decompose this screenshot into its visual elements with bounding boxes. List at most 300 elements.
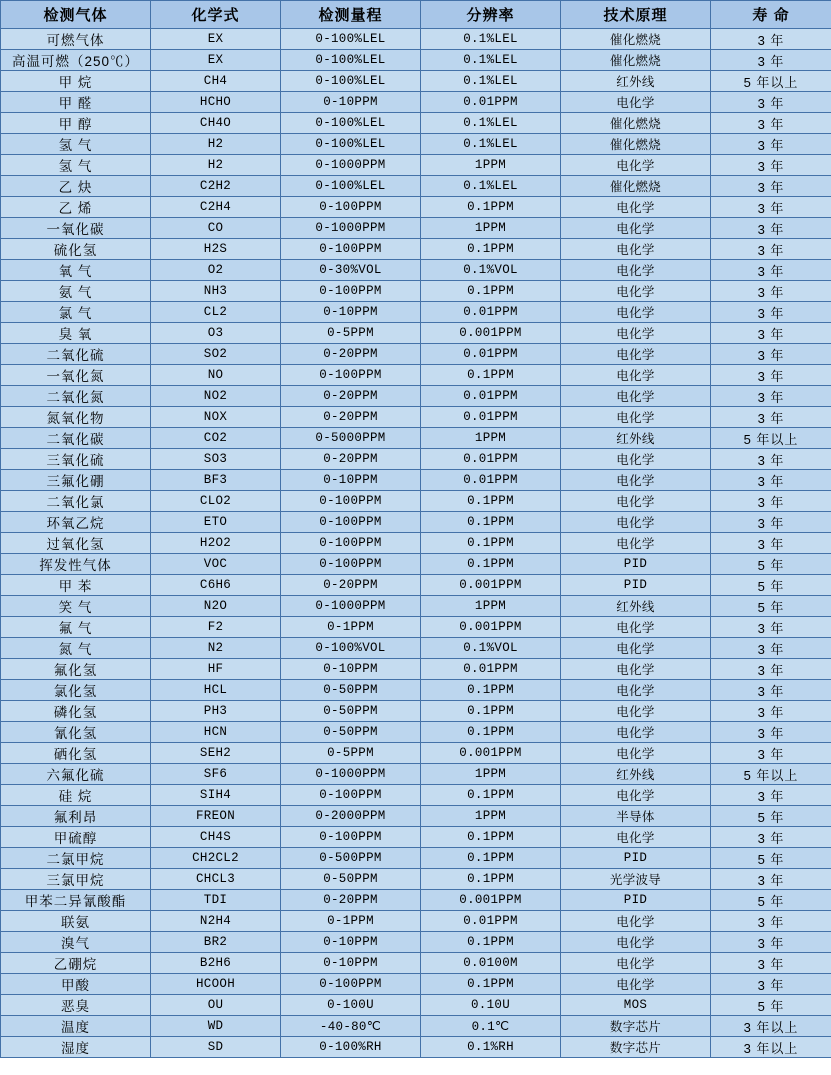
cell-lifespan: 3 年 [711, 827, 831, 848]
cell-lifespan: 3 年 [711, 302, 831, 323]
cell-gas-name: 氢 气 [1, 134, 151, 155]
cell-resolution: 0.1%VOL [421, 638, 561, 659]
column-header-resolution: 分辨率 [421, 1, 561, 29]
table-row [1, 449, 831, 470]
cell-gas-name: 恶臭 [1, 995, 151, 1016]
cell-chemical-formula: CH4 [151, 71, 281, 92]
cell-technical-principle: 电化学 [561, 974, 711, 995]
cell-gas-name: 三氯甲烷 [1, 869, 151, 890]
cell-chemical-formula: NO2 [151, 386, 281, 407]
cell-lifespan: 3 年 [711, 512, 831, 533]
cell-gas-name: 湿度 [1, 1037, 151, 1058]
cell-lifespan: 5 年以上 [711, 764, 831, 785]
cell-chemical-formula: C2H4 [151, 197, 281, 218]
cell-detection-range: 0-100%LEL [281, 176, 421, 197]
cell-detection-range: 0-10PPM [281, 470, 421, 491]
cell-technical-principle: 催化燃烧 [561, 113, 711, 134]
cell-lifespan: 3 年 [711, 113, 831, 134]
cell-lifespan: 3 年 [711, 953, 831, 974]
cell-resolution: 0.10U [421, 995, 561, 1016]
table-row [1, 197, 831, 218]
cell-detection-range: 0-20PPM [281, 890, 421, 911]
cell-lifespan: 5 年 [711, 806, 831, 827]
cell-detection-range: 0-500PPM [281, 848, 421, 869]
cell-detection-range: 0-100PPM [281, 239, 421, 260]
cell-detection-range: 0-1000PPM [281, 764, 421, 785]
cell-chemical-formula: SEH2 [151, 743, 281, 764]
cell-detection-range: 0-100%VOL [281, 638, 421, 659]
cell-detection-range: 0-100%LEL [281, 113, 421, 134]
table-row [1, 491, 831, 512]
cell-resolution: 0.01PPM [421, 449, 561, 470]
cell-chemical-formula: CHCL3 [151, 869, 281, 890]
table-row [1, 113, 831, 134]
cell-gas-name: 温度 [1, 1016, 151, 1037]
cell-lifespan: 3 年 [711, 911, 831, 932]
cell-chemical-formula: EX [151, 29, 281, 50]
cell-detection-range: 0-100PPM [281, 974, 421, 995]
cell-detection-range: 0-100%RH [281, 1037, 421, 1058]
cell-technical-principle: 电化学 [561, 155, 711, 176]
cell-lifespan: 3 年 [711, 407, 831, 428]
cell-resolution: 1PPM [421, 155, 561, 176]
cell-lifespan: 3 年 [711, 50, 831, 71]
cell-detection-range: 0-10PPM [281, 932, 421, 953]
cell-technical-principle: 电化学 [561, 617, 711, 638]
cell-technical-principle: 数字芯片 [561, 1016, 711, 1037]
table-row [1, 470, 831, 491]
column-header-principle: 技术原理 [561, 1, 711, 29]
table-row [1, 239, 831, 260]
cell-chemical-formula: N2 [151, 638, 281, 659]
cell-chemical-formula: TDI [151, 890, 281, 911]
cell-detection-range: 0-100PPM [281, 491, 421, 512]
cell-resolution: 0.1PPM [421, 722, 561, 743]
cell-lifespan: 3 年 [711, 197, 831, 218]
cell-resolution: 0.1PPM [421, 239, 561, 260]
cell-technical-principle: 电化学 [561, 512, 711, 533]
cell-lifespan: 5 年以上 [711, 71, 831, 92]
table-row [1, 575, 831, 596]
cell-technical-principle: 电化学 [561, 365, 711, 386]
cell-detection-range: 0-100%LEL [281, 29, 421, 50]
cell-resolution: 0.1PPM [421, 533, 561, 554]
cell-chemical-formula: CO2 [151, 428, 281, 449]
cell-detection-range: 0-10PPM [281, 953, 421, 974]
cell-gas-name: 甲苯二异氰酸酯 [1, 890, 151, 911]
cell-lifespan: 3 年 [711, 239, 831, 260]
cell-resolution: 0.1PPM [421, 785, 561, 806]
cell-chemical-formula: HF [151, 659, 281, 680]
cell-detection-range: 0-10PPM [281, 302, 421, 323]
cell-detection-range: 0-100PPM [281, 827, 421, 848]
cell-chemical-formula: H2O2 [151, 533, 281, 554]
cell-gas-name: 三氧化硫 [1, 449, 151, 470]
cell-resolution: 0.01PPM [421, 659, 561, 680]
cell-lifespan: 3 年 [711, 176, 831, 197]
table-row [1, 953, 831, 974]
cell-detection-range: 0-50PPM [281, 869, 421, 890]
column-header-gas: 检测气体 [1, 1, 151, 29]
column-header-lifespan: 寿 命 [711, 1, 831, 29]
cell-resolution: 0.1PPM [421, 848, 561, 869]
cell-detection-range: 0-1000PPM [281, 218, 421, 239]
cell-resolution: 0.1%LEL [421, 134, 561, 155]
cell-gas-name: 高温可燃（250℃） [1, 50, 151, 71]
cell-technical-principle: 半导体 [561, 806, 711, 827]
cell-technical-principle: PID [561, 848, 711, 869]
table-row [1, 617, 831, 638]
cell-gas-name: 六氟化硫 [1, 764, 151, 785]
cell-lifespan: 3 年 [711, 218, 831, 239]
cell-resolution: 0.1%LEL [421, 176, 561, 197]
cell-technical-principle: 电化学 [561, 659, 711, 680]
cell-gas-name: 挥发性气体 [1, 554, 151, 575]
cell-lifespan: 3 年 [711, 92, 831, 113]
table-row [1, 260, 831, 281]
cell-gas-name: 甲硫醇 [1, 827, 151, 848]
cell-chemical-formula: O2 [151, 260, 281, 281]
cell-detection-range: 0-20PPM [281, 575, 421, 596]
cell-technical-principle: 电化学 [561, 386, 711, 407]
table-row [1, 638, 831, 659]
cell-technical-principle: 电化学 [561, 680, 711, 701]
cell-technical-principle: 催化燃烧 [561, 50, 711, 71]
cell-lifespan: 3 年 [711, 281, 831, 302]
cell-technical-principle: 电化学 [561, 239, 711, 260]
cell-chemical-formula: N2O [151, 596, 281, 617]
table-row [1, 785, 831, 806]
cell-lifespan: 5 年以上 [711, 428, 831, 449]
cell-gas-name: 甲酸 [1, 974, 151, 995]
cell-detection-range: -40-80℃ [281, 1016, 421, 1037]
cell-gas-name: 乙 炔 [1, 176, 151, 197]
cell-gas-name: 氢 气 [1, 155, 151, 176]
cell-lifespan: 3 年 [711, 533, 831, 554]
table-row [1, 659, 831, 680]
cell-chemical-formula: H2 [151, 134, 281, 155]
cell-gas-name: 氟 气 [1, 617, 151, 638]
cell-lifespan: 3 年 [711, 680, 831, 701]
cell-chemical-formula: CL2 [151, 302, 281, 323]
cell-chemical-formula: CO [151, 218, 281, 239]
cell-detection-range: 0-1000PPM [281, 596, 421, 617]
cell-resolution: 0.1PPM [421, 974, 561, 995]
cell-chemical-formula: N2H4 [151, 911, 281, 932]
table-row [1, 596, 831, 617]
cell-resolution: 0.1PPM [421, 512, 561, 533]
cell-technical-principle: 电化学 [561, 932, 711, 953]
cell-gas-name: 三氟化硼 [1, 470, 151, 491]
table-row [1, 827, 831, 848]
cell-gas-name: 溴气 [1, 932, 151, 953]
cell-gas-name: 甲 醛 [1, 92, 151, 113]
cell-gas-name: 硫化氢 [1, 239, 151, 260]
cell-technical-principle: 电化学 [561, 701, 711, 722]
cell-gas-name: 氧 气 [1, 260, 151, 281]
cell-detection-range: 0-20PPM [281, 386, 421, 407]
cell-detection-range: 0-100PPM [281, 533, 421, 554]
cell-detection-range: 0-100U [281, 995, 421, 1016]
cell-gas-name: 硅 烷 [1, 785, 151, 806]
table-row [1, 365, 831, 386]
table-row [1, 344, 831, 365]
table-row [1, 218, 831, 239]
cell-chemical-formula: FREON [151, 806, 281, 827]
cell-technical-principle: 催化燃烧 [561, 176, 711, 197]
cell-gas-name: 氰化氢 [1, 722, 151, 743]
cell-lifespan: 3 年 [711, 470, 831, 491]
cell-technical-principle: 电化学 [561, 407, 711, 428]
cell-technical-principle: 红外线 [561, 428, 711, 449]
cell-chemical-formula: VOC [151, 554, 281, 575]
cell-technical-principle: 电化学 [561, 197, 711, 218]
cell-resolution: 0.1%LEL [421, 113, 561, 134]
header-row [1, 1, 831, 29]
cell-technical-principle: PID [561, 890, 711, 911]
table-row [1, 1016, 831, 1037]
cell-chemical-formula: C6H6 [151, 575, 281, 596]
table-row [1, 701, 831, 722]
cell-chemical-formula: O3 [151, 323, 281, 344]
table-row [1, 50, 831, 71]
cell-detection-range: 0-100%LEL [281, 71, 421, 92]
cell-detection-range: 0-20PPM [281, 407, 421, 428]
table-row [1, 71, 831, 92]
cell-detection-range: 0-100%LEL [281, 50, 421, 71]
cell-resolution: 1PPM [421, 806, 561, 827]
cell-detection-range: 0-100PPM [281, 197, 421, 218]
cell-detection-range: 0-1PPM [281, 617, 421, 638]
cell-chemical-formula: F2 [151, 617, 281, 638]
cell-technical-principle: 红外线 [561, 764, 711, 785]
cell-gas-name: 过氧化氢 [1, 533, 151, 554]
cell-resolution: 0.1PPM [421, 491, 561, 512]
cell-resolution: 1PPM [421, 428, 561, 449]
cell-lifespan: 5 年 [711, 554, 831, 575]
cell-technical-principle: PID [561, 554, 711, 575]
cell-chemical-formula: CLO2 [151, 491, 281, 512]
cell-lifespan: 3 年 [711, 134, 831, 155]
cell-resolution: 0.1%VOL [421, 260, 561, 281]
cell-lifespan: 3 年 [711, 785, 831, 806]
cell-technical-principle: 电化学 [561, 323, 711, 344]
cell-resolution: 0.001PPM [421, 890, 561, 911]
cell-detection-range: 0-50PPM [281, 722, 421, 743]
cell-chemical-formula: HCOOH [151, 974, 281, 995]
cell-gas-name: 二氧化碳 [1, 428, 151, 449]
cell-detection-range: 0-100PPM [281, 365, 421, 386]
cell-resolution: 0.1PPM [421, 869, 561, 890]
cell-technical-principle: 电化学 [561, 470, 711, 491]
cell-chemical-formula: OU [151, 995, 281, 1016]
cell-chemical-formula: B2H6 [151, 953, 281, 974]
cell-lifespan: 3 年 [711, 155, 831, 176]
cell-technical-principle: 电化学 [561, 218, 711, 239]
table-row [1, 680, 831, 701]
cell-resolution: 0.01PPM [421, 911, 561, 932]
table-row [1, 92, 831, 113]
cell-gas-name: 甲 醇 [1, 113, 151, 134]
cell-technical-principle: MOS [561, 995, 711, 1016]
cell-chemical-formula: WD [151, 1016, 281, 1037]
cell-lifespan: 5 年 [711, 995, 831, 1016]
cell-resolution: 0.01PPM [421, 302, 561, 323]
column-header-formula: 化学式 [151, 1, 281, 29]
cell-technical-principle: 数字芯片 [561, 1037, 711, 1058]
table-row [1, 554, 831, 575]
cell-detection-range: 0-20PPM [281, 449, 421, 470]
cell-technical-principle: 催化燃烧 [561, 134, 711, 155]
cell-detection-range: 0-100PPM [281, 785, 421, 806]
cell-lifespan: 3 年 [711, 260, 831, 281]
cell-gas-name: 氟利昂 [1, 806, 151, 827]
cell-lifespan: 3 年 [711, 974, 831, 995]
cell-resolution: 0.01PPM [421, 407, 561, 428]
cell-lifespan: 5 年 [711, 575, 831, 596]
cell-resolution: 0.1PPM [421, 554, 561, 575]
table-header [1, 1, 831, 29]
cell-lifespan: 3 年 [711, 932, 831, 953]
cell-detection-range: 0-5000PPM [281, 428, 421, 449]
cell-detection-range: 0-5PPM [281, 743, 421, 764]
cell-technical-principle: 电化学 [561, 449, 711, 470]
cell-chemical-formula: BR2 [151, 932, 281, 953]
cell-technical-principle: 电化学 [561, 344, 711, 365]
cell-detection-range: 0-100PPM [281, 512, 421, 533]
cell-resolution: 1PPM [421, 596, 561, 617]
cell-gas-name: 臭 氧 [1, 323, 151, 344]
cell-lifespan: 3 年 [711, 29, 831, 50]
cell-technical-principle: 电化学 [561, 911, 711, 932]
table-row [1, 890, 831, 911]
cell-detection-range: 0-50PPM [281, 680, 421, 701]
cell-gas-name: 一氧化碳 [1, 218, 151, 239]
table-row [1, 29, 831, 50]
cell-technical-principle: 红外线 [561, 596, 711, 617]
cell-resolution: 0.1%RH [421, 1037, 561, 1058]
cell-gas-name: 氟化氢 [1, 659, 151, 680]
cell-lifespan: 3 年 [711, 491, 831, 512]
cell-lifespan: 5 年 [711, 890, 831, 911]
cell-resolution: 0.001PPM [421, 575, 561, 596]
table-row [1, 281, 831, 302]
cell-technical-principle: 电化学 [561, 533, 711, 554]
cell-chemical-formula: H2S [151, 239, 281, 260]
cell-chemical-formula: SF6 [151, 764, 281, 785]
table-row [1, 155, 831, 176]
cell-technical-principle: 电化学 [561, 743, 711, 764]
cell-detection-range: 0-100PPM [281, 554, 421, 575]
cell-detection-range: 0-100PPM [281, 281, 421, 302]
cell-detection-range: 0-30%VOL [281, 260, 421, 281]
cell-resolution: 0.001PPM [421, 743, 561, 764]
table-row [1, 743, 831, 764]
cell-detection-range: 0-2000PPM [281, 806, 421, 827]
cell-lifespan: 3 年 [711, 869, 831, 890]
cell-resolution: 0.1℃ [421, 1016, 561, 1037]
cell-gas-name: 氨 气 [1, 281, 151, 302]
table-row [1, 806, 831, 827]
cell-resolution: 0.1PPM [421, 197, 561, 218]
cell-chemical-formula: NH3 [151, 281, 281, 302]
cell-chemical-formula: SO3 [151, 449, 281, 470]
cell-gas-name: 氮氧化物 [1, 407, 151, 428]
cell-gas-name: 二氯甲烷 [1, 848, 151, 869]
cell-chemical-formula: HCN [151, 722, 281, 743]
cell-chemical-formula: C2H2 [151, 176, 281, 197]
cell-resolution: 0.1%LEL [421, 50, 561, 71]
cell-gas-name: 二氧化氮 [1, 386, 151, 407]
cell-lifespan: 3 年 [711, 365, 831, 386]
cell-resolution: 0.01PPM [421, 470, 561, 491]
cell-chemical-formula: NO [151, 365, 281, 386]
cell-resolution: 0.1PPM [421, 701, 561, 722]
cell-technical-principle: 电化学 [561, 491, 711, 512]
cell-resolution: 0.1PPM [421, 365, 561, 386]
cell-resolution: 0.001PPM [421, 323, 561, 344]
cell-resolution: 0.01PPM [421, 344, 561, 365]
cell-technical-principle: 电化学 [561, 953, 711, 974]
table-row [1, 911, 831, 932]
cell-technical-principle: 红外线 [561, 71, 711, 92]
cell-gas-name: 甲 烷 [1, 71, 151, 92]
cell-resolution: 0.0100M [421, 953, 561, 974]
cell-gas-name: 笑 气 [1, 596, 151, 617]
table-row [1, 323, 831, 344]
cell-detection-range: 0-20PPM [281, 344, 421, 365]
cell-gas-name: 二氧化氯 [1, 491, 151, 512]
cell-chemical-formula: CH4S [151, 827, 281, 848]
cell-lifespan: 3 年 [711, 659, 831, 680]
cell-lifespan: 3 年 [711, 722, 831, 743]
cell-lifespan: 3 年以上 [711, 1037, 831, 1058]
cell-detection-range: 0-10PPM [281, 92, 421, 113]
cell-gas-name: 乙硼烷 [1, 953, 151, 974]
cell-chemical-formula: EX [151, 50, 281, 71]
table-row [1, 428, 831, 449]
cell-resolution: 0.1PPM [421, 680, 561, 701]
table-row [1, 407, 831, 428]
cell-technical-principle: 电化学 [561, 92, 711, 113]
cell-gas-name: 氯化氢 [1, 680, 151, 701]
cell-technical-principle: 电化学 [561, 302, 711, 323]
cell-gas-name: 乙 烯 [1, 197, 151, 218]
cell-chemical-formula: SO2 [151, 344, 281, 365]
cell-lifespan: 3 年 [711, 449, 831, 470]
cell-technical-principle: 电化学 [561, 260, 711, 281]
cell-gas-name: 可燃气体 [1, 29, 151, 50]
table-body [1, 29, 831, 1058]
cell-chemical-formula: CH4O [151, 113, 281, 134]
cell-resolution: 0.1PPM [421, 827, 561, 848]
cell-gas-name: 环氧乙烷 [1, 512, 151, 533]
table-row [1, 1037, 831, 1058]
cell-gas-name: 氯 气 [1, 302, 151, 323]
cell-detection-range: 0-10PPM [281, 659, 421, 680]
table-row [1, 302, 831, 323]
cell-technical-principle: 光学波导 [561, 869, 711, 890]
table-row [1, 995, 831, 1016]
cell-lifespan: 3 年 [711, 638, 831, 659]
cell-chemical-formula: HCL [151, 680, 281, 701]
cell-chemical-formula: SD [151, 1037, 281, 1058]
cell-chemical-formula: BF3 [151, 470, 281, 491]
column-header-range: 检测量程 [281, 1, 421, 29]
table-row [1, 974, 831, 995]
table-row [1, 134, 831, 155]
cell-gas-name: 一氧化氮 [1, 365, 151, 386]
